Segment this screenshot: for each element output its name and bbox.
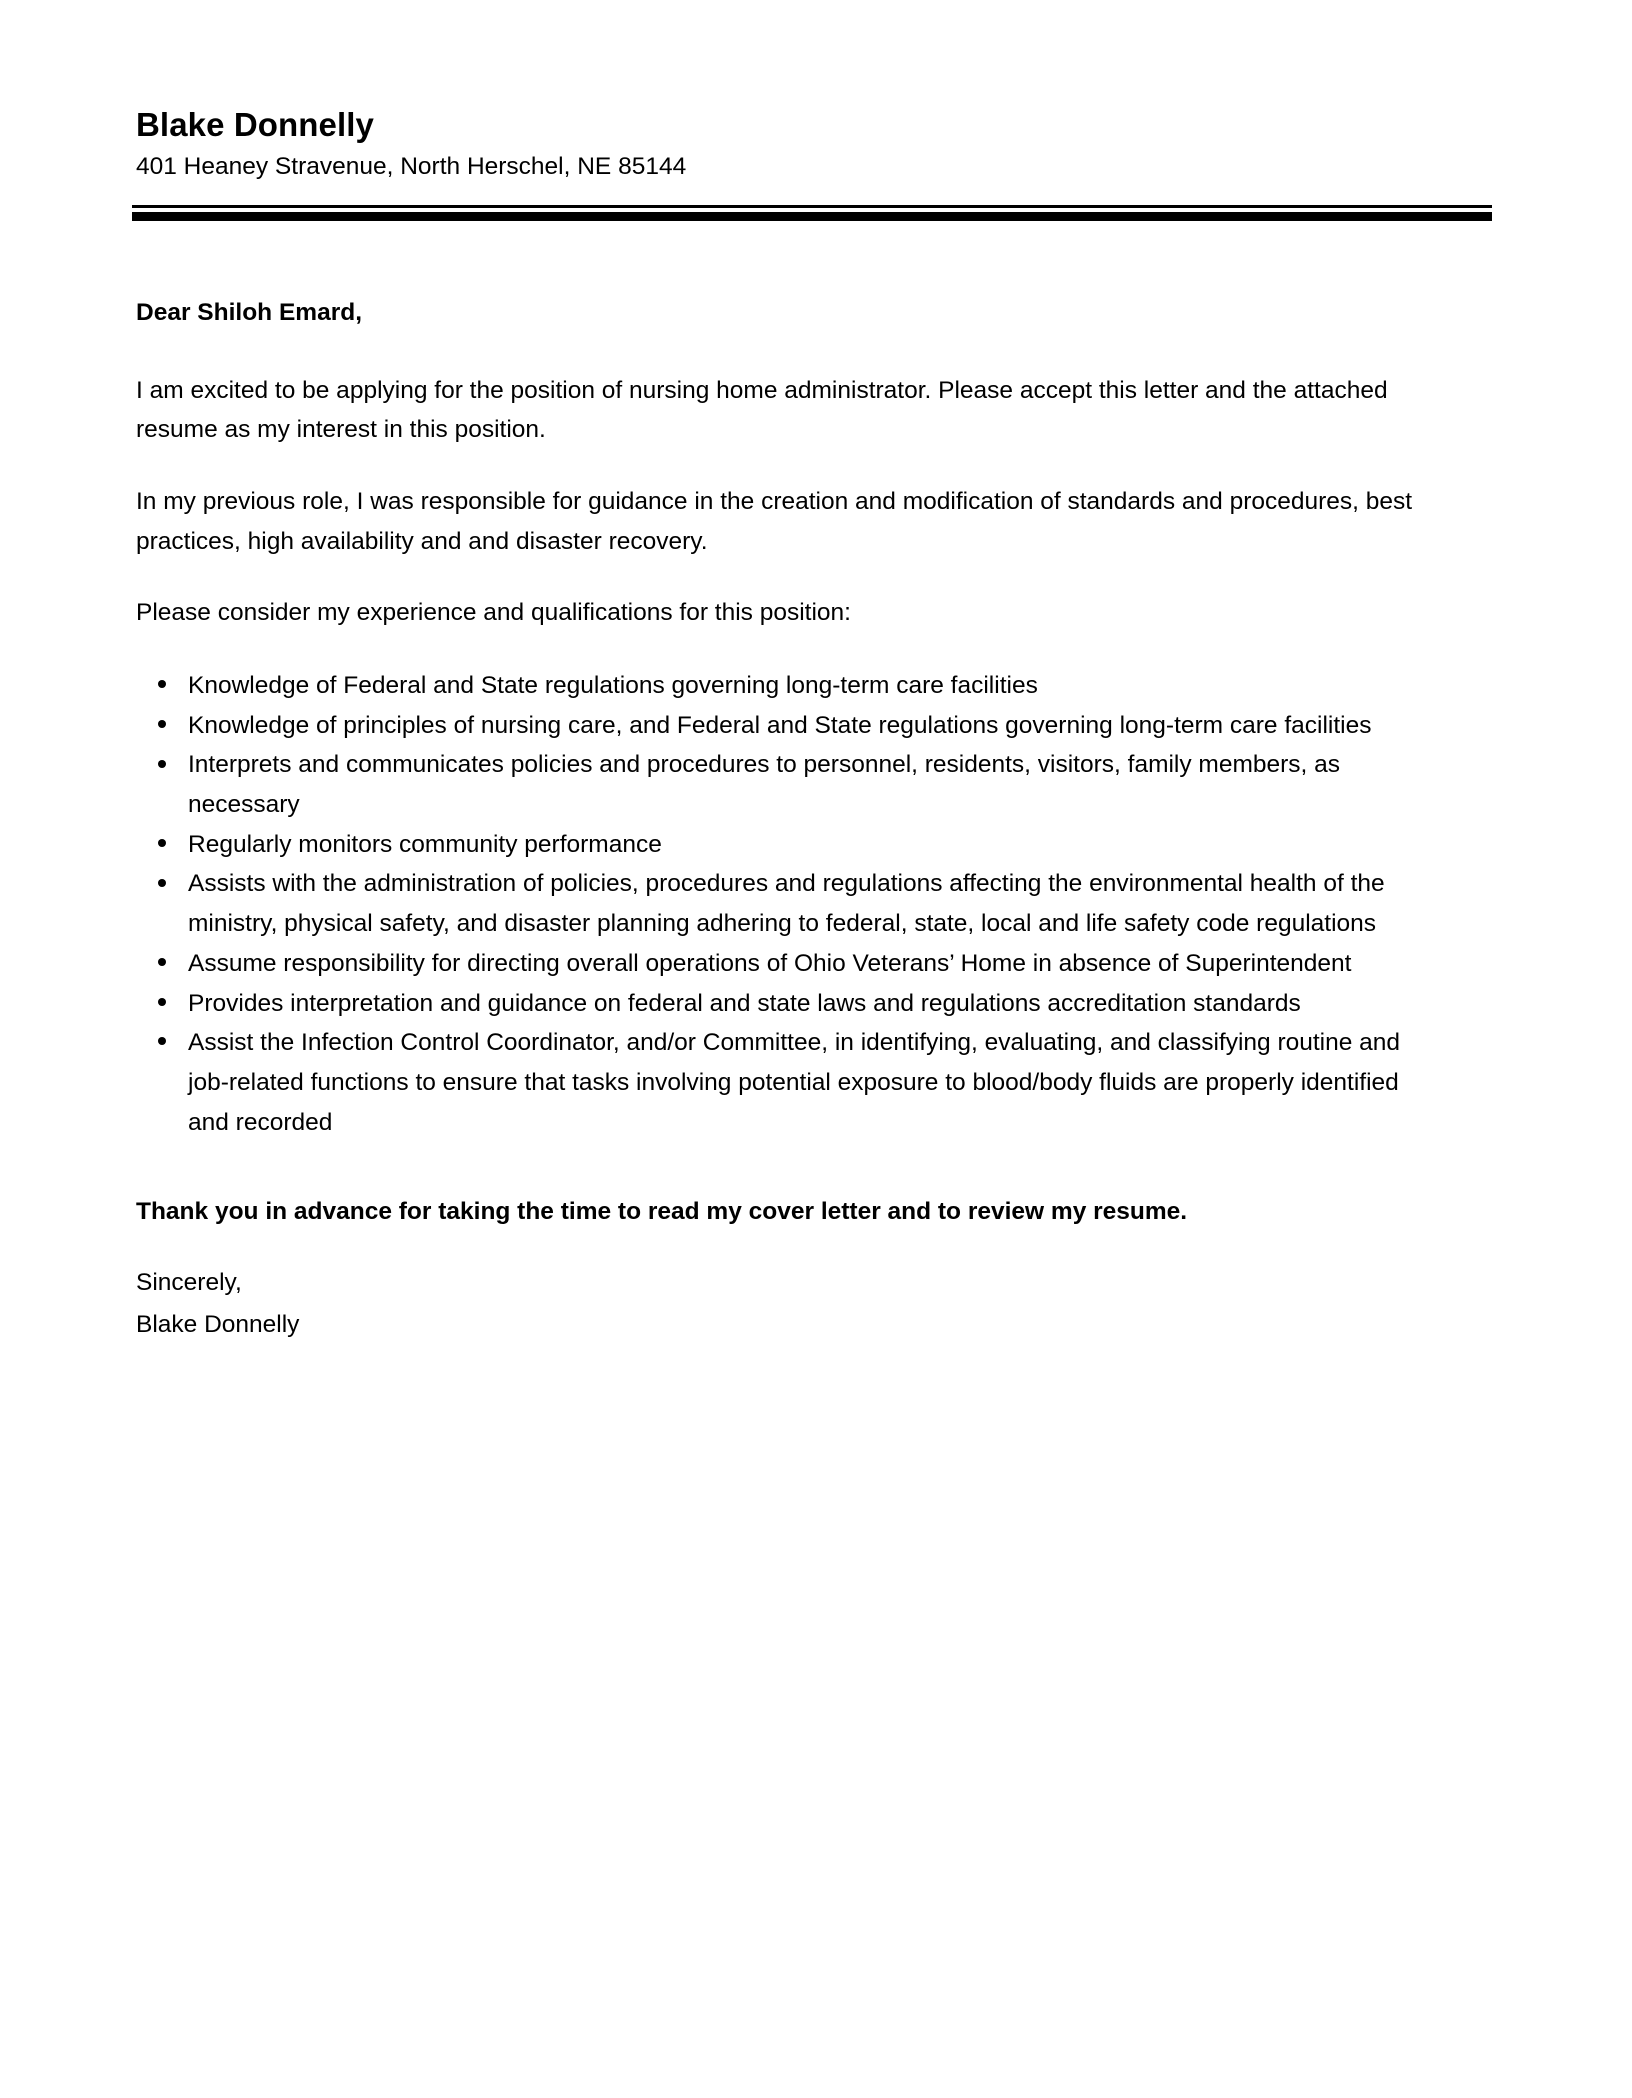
list-item [136, 825, 1436, 865]
list-item-text: Assume responsibility for directing overall operations of Ohio Veterans’ Home in absence of Superintendent [188, 949, 1352, 977]
paragraph-qualifications-intro: Please consider my experience and qualifications for this position: [136, 599, 851, 627]
letterhead [136, 0, 1488, 221]
bullet-icon [158, 760, 166, 768]
bullet-icon [158, 958, 166, 966]
list-item-text: Regularly monitors community performance [188, 830, 662, 858]
list-item-text: Assists with the administration of policies, procedures and regulations affecting the environmental health of the ministry, physical safety, and disaster planning adhering to federal, state, local and life safety code regulations [188, 870, 1385, 938]
bullet-icon [158, 839, 166, 847]
bullet-icon [158, 998, 166, 1006]
bullet-icon [158, 680, 166, 688]
list-item-text: Assist the Infection Control Coordinator, and/or Committee, in identifying, evaluating, and classifying routine and job-related functions to ensure that tasks involving potential exposure to blood/body fluids are properly identified and recorded [188, 1029, 1401, 1136]
bullet-icon [158, 1037, 166, 1045]
list-item [136, 944, 1436, 984]
list-item [136, 1023, 1436, 1142]
list-item [136, 864, 1436, 943]
document-content [136, 0, 1488, 1342]
signoff-name: Blake Donnelly [136, 1310, 300, 1338]
list-item [136, 666, 1436, 706]
signoff: Sincerely, [136, 1269, 242, 1297]
qualifications-list [136, 666, 1436, 1142]
bullet-icon [158, 879, 166, 887]
sender-name: Blake Donnelly [136, 106, 374, 143]
salutation: Dear Shiloh Emard, [136, 299, 363, 327]
list-item-text: Interprets and communicates policies and procedures to personnel, residents, visitors, family members, as necessary [188, 751, 1341, 819]
sender-address: 401 Heaney Stravenue, North Herschel, NE 85144 [136, 153, 687, 181]
bullet-icon [158, 720, 166, 728]
list-item-text: Provides interpretation and guidance on federal and state laws and regulations accreditation standards [188, 989, 1301, 1017]
letter-body [136, 295, 1446, 1342]
list-item-text: Knowledge of Federal and State regulations governing long-term care facilities [188, 672, 1038, 700]
list-item [136, 745, 1436, 824]
divider-thick-bar [132, 212, 1492, 221]
list-item-text: Knowledge of principles of nursing care, and Federal and State regulations governing long-term care facilities [188, 711, 1372, 739]
list-item [136, 706, 1436, 746]
list-item [136, 984, 1436, 1024]
header-divider [132, 205, 1492, 221]
paragraph-intro: I am excited to be applying for the position of nursing home administrator. Please accept this letter and the attached resume as my interest in this position. [136, 376, 1388, 444]
paragraph-previous-role: In my previous role, I was responsible for guidance in the creation and modification of standards and procedures, best practices, high availability and and disaster recovery. [136, 487, 1413, 555]
closing-thanks: Thank you in advance for taking the time to read my cover letter and to review my resume. [136, 1198, 1188, 1226]
